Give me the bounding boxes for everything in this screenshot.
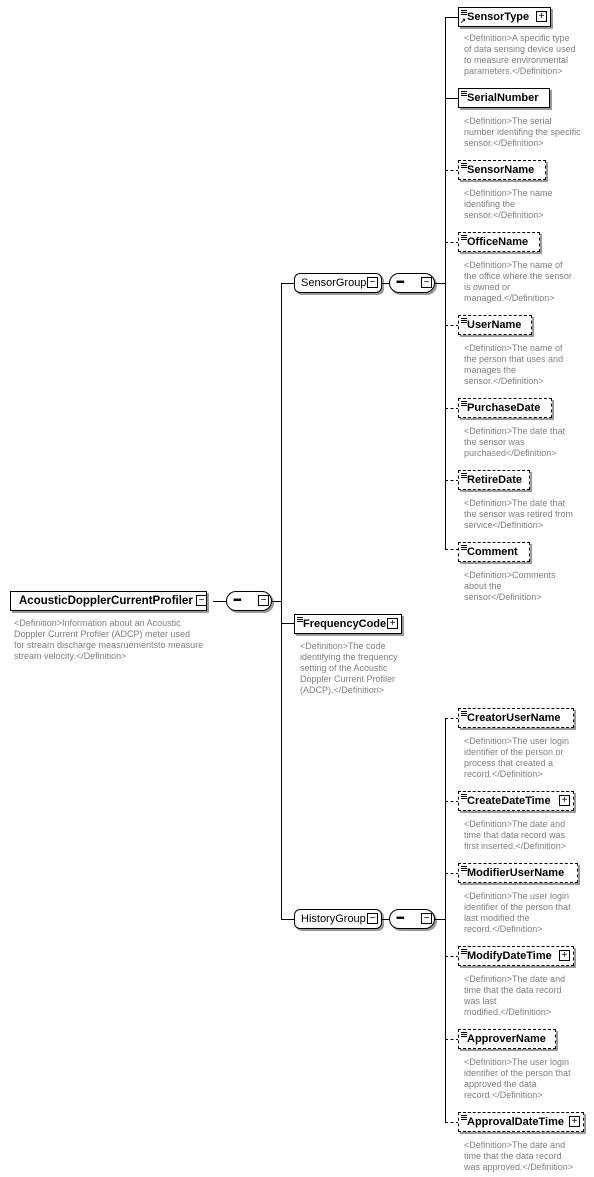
collapse-icon[interactable]: − [421, 913, 432, 924]
collapse-icon[interactable]: − [196, 595, 207, 606]
element-createdatetime[interactable] [458, 791, 574, 811]
connector-line [281, 283, 295, 284]
element-label: ApprovalDateTime [467, 1116, 564, 1128]
element-label: SensorType [467, 11, 530, 23]
element-icon [461, 1032, 467, 1037]
element-label: UserName [467, 319, 522, 331]
element-definition: <Definition>The date and time that the data record was last modified.</Definition> [464, 974, 566, 1017]
history-group[interactable] [294, 909, 382, 929]
element-label: SensorName [467, 164, 535, 176]
connector-line [281, 919, 295, 920]
connector-line [445, 718, 459, 719]
element-label: ModifyDateTime [467, 950, 552, 962]
connector-line [213, 601, 227, 602]
expand-icon[interactable]: + [387, 618, 398, 629]
reference-arrow-icon: ↗ [460, 18, 466, 25]
connector-line [435, 283, 445, 284]
collapse-icon[interactable]: − [367, 913, 378, 924]
element-definition: <Definition>The date and time that data record was first inserted.</Definition> [464, 819, 567, 851]
sequence-icon: ▪▪▪ [233, 595, 241, 606]
element-label: Comment [467, 546, 518, 558]
expand-icon[interactable]: + [536, 11, 547, 22]
connector-line [435, 919, 445, 920]
root-element-label: AcousticDopplerCurrentProfiler [19, 595, 193, 607]
branch-line [445, 718, 446, 1122]
collapse-icon[interactable]: − [367, 277, 378, 288]
element-frequencycode[interactable] [294, 614, 402, 634]
element-definition: <Definition>The user login identifier of the person that approved the data record.</Definition> [464, 1057, 571, 1100]
element-definition: <Definition>The date that the sensor was retired from service</Definition> [464, 498, 574, 530]
connector-line [445, 549, 459, 550]
frequencycode-definition: <Definition>The code identifying the frequency setting of the Acoustic Doppler Current Profiler (ADCP).</Definition> [300, 641, 398, 695]
element-icon [461, 794, 467, 799]
element-definition: <Definition>The user login identifier of the person or process that created a record.</Definition> [464, 736, 570, 779]
element-purchasedate[interactable] [458, 398, 552, 418]
element-sensortype[interactable] [458, 7, 551, 27]
element-username[interactable] [458, 315, 532, 335]
element-icon [461, 91, 467, 96]
element-icon [297, 617, 303, 622]
element-label: SerialNumber [467, 92, 539, 104]
element-approvaldatetime[interactable] [458, 1112, 584, 1132]
element-serialnumber[interactable] [458, 88, 550, 108]
element-modifydatetime[interactable] [458, 946, 574, 966]
element-label: ModifierUserName [467, 867, 565, 879]
element-definition: <Definition>The name of the office where the sensor is owned or managed.</Definition> [464, 260, 572, 303]
element-icon [461, 163, 467, 168]
expand-icon[interactable]: + [559, 795, 570, 806]
element-definition: <Definition>The user login identifier of the person that last modified the record.</Definition> [464, 891, 571, 934]
element-creatorusername[interactable] [458, 708, 574, 728]
root-definition: <Definition>Information about an Acoustic Doppler Current Profiler (ADCP) meter used for stream discharge measruementsto measure stream velocity.</Definition> [14, 618, 204, 661]
expand-icon[interactable]: + [559, 950, 570, 961]
history-sequence-compositor[interactable] [389, 909, 435, 929]
element-icon [461, 318, 467, 323]
connector-line [445, 325, 459, 326]
sensor-sequence-compositor[interactable] [389, 273, 435, 293]
element-definition: <Definition>Comments about the sensor</Definition> [464, 570, 556, 602]
element-retiredate[interactable] [458, 470, 530, 490]
element-modifierusername[interactable] [458, 863, 578, 883]
element-approvername[interactable] [458, 1029, 556, 1049]
connector-line [445, 480, 459, 481]
element-label: PurchaseDate [467, 402, 541, 414]
connector-line [445, 956, 459, 957]
element-definition: <Definition>The date and time that the data record was approved.</Definition> [464, 1140, 574, 1172]
element-label: ApproverName [467, 1033, 546, 1045]
sensor-group[interactable] [294, 273, 382, 293]
connector-line [445, 408, 459, 409]
connector-line [445, 1122, 459, 1123]
element-label: OfficeName [467, 236, 529, 248]
connector-line [281, 623, 295, 624]
element-icon [461, 545, 467, 550]
connector-line [272, 601, 281, 602]
connector-line [445, 98, 459, 99]
connector-line [445, 1039, 459, 1040]
expand-icon[interactable]: + [569, 1116, 580, 1127]
element-definition: <Definition>The name identifing the sensor.</Definition> [464, 188, 553, 220]
element-definition: <Definition>The serial number identifing the specific sensor.</Definition> [464, 116, 581, 148]
connector-line [445, 17, 459, 18]
connector-line [445, 801, 459, 802]
root-element[interactable] [10, 591, 207, 611]
trunk-line [281, 283, 282, 919]
element-definition: <Definition>The name of the person that uses and manages the sensor.</Definition> [464, 343, 564, 386]
element-label: RetireDate [467, 474, 523, 486]
connector-line [445, 170, 459, 171]
connector-line [445, 873, 459, 874]
element-definition: <Definition>A specific type of data sensing device used to measure environmental parameters.</Definition> [464, 33, 576, 76]
collapse-icon[interactable]: − [421, 277, 432, 288]
root-sequence-compositor[interactable] [226, 591, 272, 611]
collapse-icon[interactable]: − [258, 595, 269, 606]
connector-line [445, 242, 459, 243]
element-sensorname[interactable] [458, 160, 546, 180]
element-definition: <Definition>The date that the sensor was purchased</Definition> [464, 426, 566, 458]
element-icon [461, 10, 467, 15]
element-icon [461, 866, 467, 871]
sequence-icon: ▪▪▪ [396, 913, 404, 924]
element-label: CreatorUserName [467, 712, 561, 724]
element-officename[interactable] [458, 232, 540, 252]
element-label: CreateDateTime [467, 795, 551, 807]
element-icon [461, 711, 467, 716]
sequence-icon: ▪▪▪ [396, 277, 404, 288]
history-group-label: HistoryGroup [301, 913, 366, 925]
element-icon [461, 401, 467, 406]
element-icon [461, 949, 467, 954]
sensor-group-label: SensorGroup [301, 277, 367, 289]
element-icon [461, 235, 467, 240]
element-label: FrequencyCode [303, 618, 387, 630]
element-icon [461, 1115, 467, 1120]
branch-line [445, 17, 446, 549]
element-icon [461, 473, 467, 478]
element-comment[interactable] [458, 542, 530, 562]
